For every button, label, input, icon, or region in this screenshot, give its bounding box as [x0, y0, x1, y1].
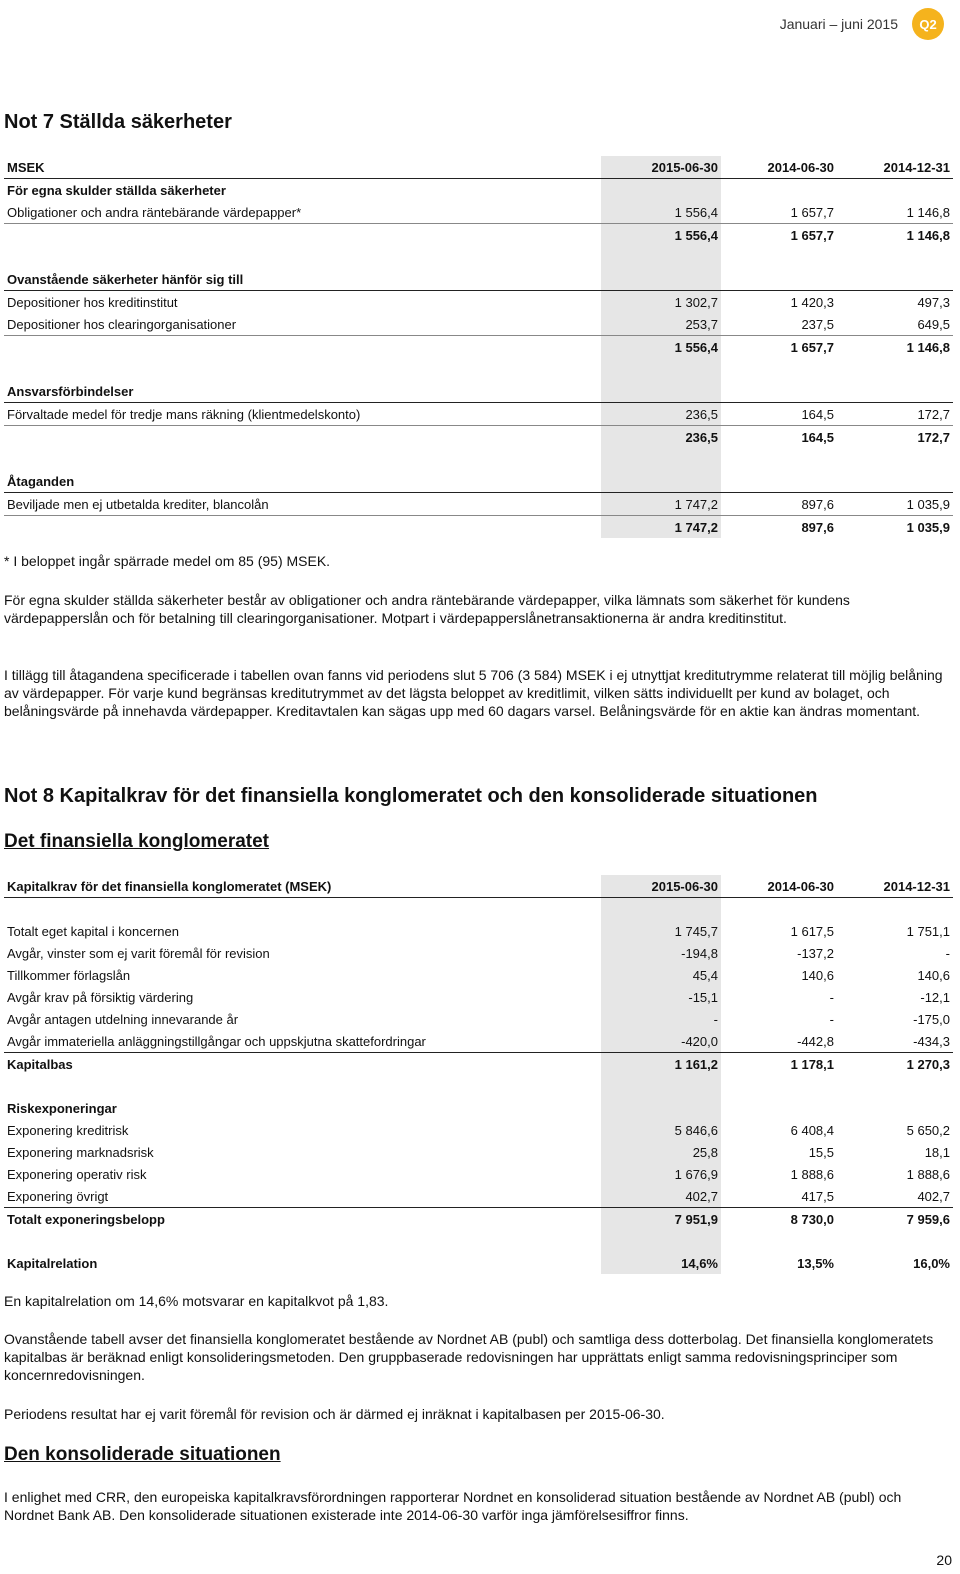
- page-header: [780, 8, 944, 40]
- value-cell: [601, 268, 721, 291]
- page-number: 20: [936, 1552, 952, 1568]
- row-label: [4, 1075, 601, 1097]
- table-row: [4, 920, 953, 942]
- row-label: [4, 426, 601, 449]
- value-cell: 5 846,6: [601, 1119, 721, 1141]
- row-label: [4, 358, 601, 380]
- value-cell: [601, 179, 721, 202]
- row-label: Avgår, vinster som ej varit föremål för revision: [7, 945, 270, 961]
- row-label: Åtaganden: [7, 473, 75, 489]
- header-cell: 2014-12-31: [883, 159, 950, 175]
- report-period: Januari – juni 2015: [779, 16, 898, 32]
- value-cell: [837, 380, 953, 403]
- row-label: Avgår krav på försiktig värdering: [7, 989, 194, 1005]
- value-cell: [721, 1230, 837, 1252]
- row-label: Depositioner hos kreditinstitut: [4, 291, 601, 314]
- table-row: [4, 1208, 953, 1231]
- value-cell: [721, 380, 837, 403]
- value-cell: -175,0: [913, 1011, 950, 1027]
- value-cell: [721, 898, 837, 921]
- row-label: Ansvarsförbindelser: [7, 383, 134, 399]
- row-label: För egna skulder ställda säkerheter: [4, 179, 601, 202]
- header-cell: 2014-06-30: [767, 878, 834, 894]
- table-row: [4, 336, 953, 359]
- row-label: [4, 448, 601, 470]
- value-cell: [837, 1097, 953, 1119]
- value-cell: -420,0: [601, 1030, 721, 1053]
- row-label: Exponering övrigt: [7, 1188, 109, 1204]
- table-row: [4, 1141, 953, 1163]
- value-cell: -12,1: [920, 989, 950, 1005]
- value-cell: 1 888,6: [906, 1166, 950, 1182]
- row-label: Exponering kreditrisk: [7, 1122, 129, 1138]
- note7-title: Not 7 Ställda säkerheter: [4, 111, 232, 133]
- row-label: Obligationer och andra räntebärande värdepapper*: [7, 204, 302, 220]
- value-cell: -137,2: [797, 945, 834, 961]
- value-cell: 402,7: [917, 1188, 950, 1204]
- value-cell: 8 730,0: [721, 1208, 837, 1231]
- table-row: [4, 224, 953, 247]
- value-cell: 164,5: [721, 403, 837, 426]
- value-cell: 1 747,2: [601, 493, 721, 516]
- value-cell: 897,6: [721, 516, 837, 539]
- value-cell: 15,5: [808, 1144, 834, 1160]
- value-cell: 236,5: [601, 403, 721, 426]
- value-cell: 1 745,7: [601, 920, 721, 942]
- value-cell: [721, 358, 837, 380]
- table-row: [4, 426, 953, 449]
- header-cell: 2014-06-30: [767, 159, 834, 175]
- value-cell: -15,1: [601, 986, 721, 1008]
- value-cell: [721, 268, 837, 291]
- row-label: Avgår antagen utdelning innevarande år: [7, 1011, 239, 1027]
- value-cell: [837, 1075, 953, 1097]
- value-cell: 1 270,3: [837, 1053, 953, 1076]
- table-row: [4, 1008, 953, 1030]
- row-label: Kapitalrelation: [7, 1255, 98, 1271]
- value-cell: [721, 179, 837, 202]
- row-label: [4, 246, 601, 268]
- value-cell: 237,5: [801, 316, 834, 332]
- table-row: [4, 1075, 953, 1097]
- value-cell: 1 617,5: [790, 923, 834, 939]
- table-row: [4, 898, 953, 921]
- value-cell: 164,5: [721, 426, 837, 449]
- header-cell: MSEK: [7, 159, 45, 175]
- value-cell: 1 556,4: [601, 224, 721, 247]
- value-cell: 16,0%: [913, 1255, 950, 1271]
- row-label: [4, 898, 601, 921]
- value-cell: [721, 1075, 837, 1097]
- value-cell: 236,5: [601, 426, 721, 449]
- row-label: Exponering operativ risk: [7, 1166, 147, 1182]
- value-cell: 7 959,6: [837, 1208, 953, 1231]
- row-label: Ovanstående säkerheter hänför sig till: [7, 271, 244, 287]
- value-cell: 14,6%: [601, 1252, 721, 1274]
- table-row: [4, 1252, 953, 1274]
- table-row: [4, 291, 953, 314]
- note7-paragraph-1: För egna skulder ställda säkerheter består av obligationer och andra räntebärande värdepapper, vilka lämnats som säkerhet för kundens värdepapperslån och för betalning till clearingorganisationer. Motpart i värdepapperslånetransaktionerna är andra kreditinstitut.: [4, 592, 850, 626]
- value-cell: 253,7: [601, 313, 721, 336]
- value-cell: 1 676,9: [601, 1163, 721, 1185]
- value-cell: 1 657,7: [721, 336, 837, 359]
- row-label: Förvaltade medel för tredje mans räkning (klientmedelskonto): [4, 403, 601, 426]
- value-cell: -442,8: [797, 1033, 834, 1049]
- row-label: Avgår immateriella anläggningstillgångar och uppskjutna skattefordringar: [7, 1033, 426, 1049]
- value-cell: 1 146,8: [906, 204, 950, 220]
- value-cell: -194,8: [601, 942, 721, 964]
- value-cell: [601, 1097, 721, 1119]
- note7-footnote: * I beloppet ingår spärrade medel om 85 (95) MSEK.: [4, 553, 331, 569]
- value-cell: 7 951,9: [601, 1208, 721, 1231]
- value-cell: [601, 1230, 721, 1252]
- value-cell: [601, 1075, 721, 1097]
- table-row: [4, 964, 953, 986]
- value-cell: 417,5: [801, 1188, 834, 1204]
- value-cell: [837, 358, 953, 380]
- table-header-row: [4, 875, 953, 898]
- value-cell: 1 178,1: [721, 1053, 837, 1076]
- table-row: [4, 179, 953, 202]
- note8-paragraph-1: En kapitalrelation om 14,6% motsvarar en kapitalkvot på 1,83.: [4, 1293, 389, 1309]
- table-row: [4, 201, 953, 224]
- value-cell: 1 146,8: [837, 336, 953, 359]
- table-row: [4, 1163, 953, 1185]
- header-cell: 2015-06-30: [601, 875, 721, 898]
- value-cell: 5 650,2: [906, 1122, 950, 1138]
- row-label: Totalt eget kapital i koncernen: [7, 923, 179, 939]
- value-cell: [601, 898, 721, 921]
- note8-paragraph-2: Ovanstående tabell avser det finansiella konglomeratet bestående av Nordnet AB (publ) och samtliga dess dotterbolag. Det finansiella konglomeratets kapitalbas är beräknad enligt konsolideringsmetoden. Den gruppbaserade redovisningen har upprättats enligt samma redovisningsprinciper som koncernredovisningen.: [4, 1331, 934, 1383]
- value-cell: 649,5: [917, 316, 950, 332]
- value-cell: 1 556,4: [601, 336, 721, 359]
- value-cell: 1 888,6: [790, 1166, 834, 1182]
- value-cell: 6 408,4: [790, 1122, 834, 1138]
- header-cell: Kapitalkrav för det finansiella konglomeratet (MSEK): [7, 878, 332, 894]
- value-cell: 1 420,3: [721, 291, 837, 314]
- value-cell: [601, 358, 721, 380]
- header-cell: 2015-06-30: [601, 156, 721, 179]
- row-label: [4, 336, 601, 359]
- value-cell: -: [945, 945, 950, 961]
- table-row: [4, 1053, 953, 1076]
- value-cell: [837, 179, 953, 202]
- value-cell: [721, 1097, 837, 1119]
- row-label: [4, 224, 601, 247]
- row-label: Kapitalbas: [4, 1053, 601, 1076]
- value-cell: 402,7: [601, 1185, 721, 1208]
- table-row: [4, 380, 953, 403]
- note7-paragraph-2: I tillägg till åtagandena specificerade i tabellen ovan fanns vid periodens slut 5 706 (3 584) MSEK i ej utnyttjat kreditutrymme relaterat till möjlig belåning av värdepapper. För varje kund begränsas kreditutrymmet av det lägsta beloppet av kreditlimit, vilken sätts individuellt per kund av bolaget, och belåningsvärde på innehavda värdepapper. Kreditavtalen kan sägas upp med 60 dagars varsel. Belåningsvärde för en aktie kan ändras momentant.: [4, 667, 943, 719]
- note8-table: [4, 875, 953, 1274]
- note7-table: [4, 156, 953, 538]
- table-row: [4, 1230, 953, 1252]
- value-cell: 1 035,9: [837, 516, 953, 539]
- table-row: [4, 493, 953, 516]
- value-cell: [837, 268, 953, 291]
- value-cell: [837, 246, 953, 268]
- table-row: [4, 516, 953, 539]
- table-row: [4, 1119, 953, 1141]
- row-label: [4, 1230, 601, 1252]
- value-cell: [837, 1230, 953, 1252]
- value-cell: [721, 448, 837, 470]
- value-cell: -: [829, 989, 834, 1005]
- value-cell: 25,8: [601, 1141, 721, 1163]
- row-label: Totalt exponeringsbelopp: [4, 1208, 601, 1231]
- value-cell: [721, 246, 837, 268]
- value-cell: [601, 246, 721, 268]
- value-cell: -434,3: [913, 1033, 950, 1049]
- row-label: Depositioner hos clearingorganisationer: [7, 316, 237, 332]
- value-cell: 18,1: [924, 1144, 950, 1160]
- table-row: [4, 1097, 953, 1119]
- table-row: [4, 1185, 953, 1208]
- value-cell: [837, 470, 953, 493]
- value-cell: 1 751,1: [906, 923, 950, 939]
- value-cell: [837, 448, 953, 470]
- row-label: Tillkommer förlagslån: [7, 967, 131, 983]
- value-cell: 1 161,2: [601, 1053, 721, 1076]
- note8-paragraph-4: I enlighet med CRR, den europeiska kapitalkravsförordningen rapporterar Nordnet en konsoliderad situation bestående av Nordnet AB (publ) och Nordnet Bank AB. Den konsoliderade situationen existerade inte 2014-06-30 varför inga jämförelsesiffror finns.: [4, 1489, 902, 1523]
- value-cell: 13,5%: [797, 1255, 834, 1271]
- table-row: [4, 358, 953, 380]
- value-cell: 1 556,4: [601, 201, 721, 224]
- row-label: Riskexponeringar: [7, 1100, 117, 1116]
- row-label: Beviljade men ej utbetalda krediter, blancolån: [4, 493, 601, 516]
- table-row: [4, 1030, 953, 1053]
- table-row: [4, 448, 953, 470]
- value-cell: 1 146,8: [837, 224, 953, 247]
- quarter-badge: Q2: [912, 8, 944, 40]
- header-cell: 2014-12-31: [883, 878, 950, 894]
- value-cell: [601, 470, 721, 493]
- table-row: [4, 403, 953, 426]
- value-cell: 140,6: [917, 967, 950, 983]
- note8-subtitle-conglomerate: Det finansiella konglomeratet: [4, 831, 270, 852]
- value-cell: 172,7: [837, 403, 953, 426]
- note8-paragraph-3: Periodens resultat har ej varit föremål för revision och är därmed ej inräknat i kapitalbasen per 2015-06-30.: [4, 1406, 665, 1422]
- table-row: [4, 246, 953, 268]
- table-header-row: [4, 156, 953, 179]
- value-cell: 1 657,7: [721, 224, 837, 247]
- value-cell: [601, 380, 721, 403]
- value-cell: 172,7: [837, 426, 953, 449]
- value-cell: 1 302,7: [601, 291, 721, 314]
- value-cell: 1 747,2: [601, 516, 721, 539]
- value-cell: 897,6: [721, 493, 837, 516]
- note8-subtitle-consolidated: Den konsoliderade situationen: [4, 1444, 281, 1465]
- note8-title: Not 8 Kapitalkrav för det finansiella konglomeratet och den konsoliderade situationen: [4, 785, 818, 807]
- value-cell: -: [601, 1008, 721, 1030]
- value-cell: [601, 448, 721, 470]
- row-label: [4, 516, 601, 539]
- value-cell: 497,3: [837, 291, 953, 314]
- value-cell: [837, 898, 953, 921]
- table-row: [4, 986, 953, 1008]
- value-cell: [721, 470, 837, 493]
- value-cell: 140,6: [801, 967, 834, 983]
- table-row: [4, 942, 953, 964]
- value-cell: 1 035,9: [837, 493, 953, 516]
- row-label: Exponering marknadsrisk: [7, 1144, 154, 1160]
- table-row: [4, 470, 953, 493]
- table-row: [4, 313, 953, 336]
- table-row: [4, 268, 953, 291]
- value-cell: -: [829, 1011, 834, 1027]
- value-cell: 1 657,7: [790, 204, 834, 220]
- value-cell: 45,4: [601, 964, 721, 986]
